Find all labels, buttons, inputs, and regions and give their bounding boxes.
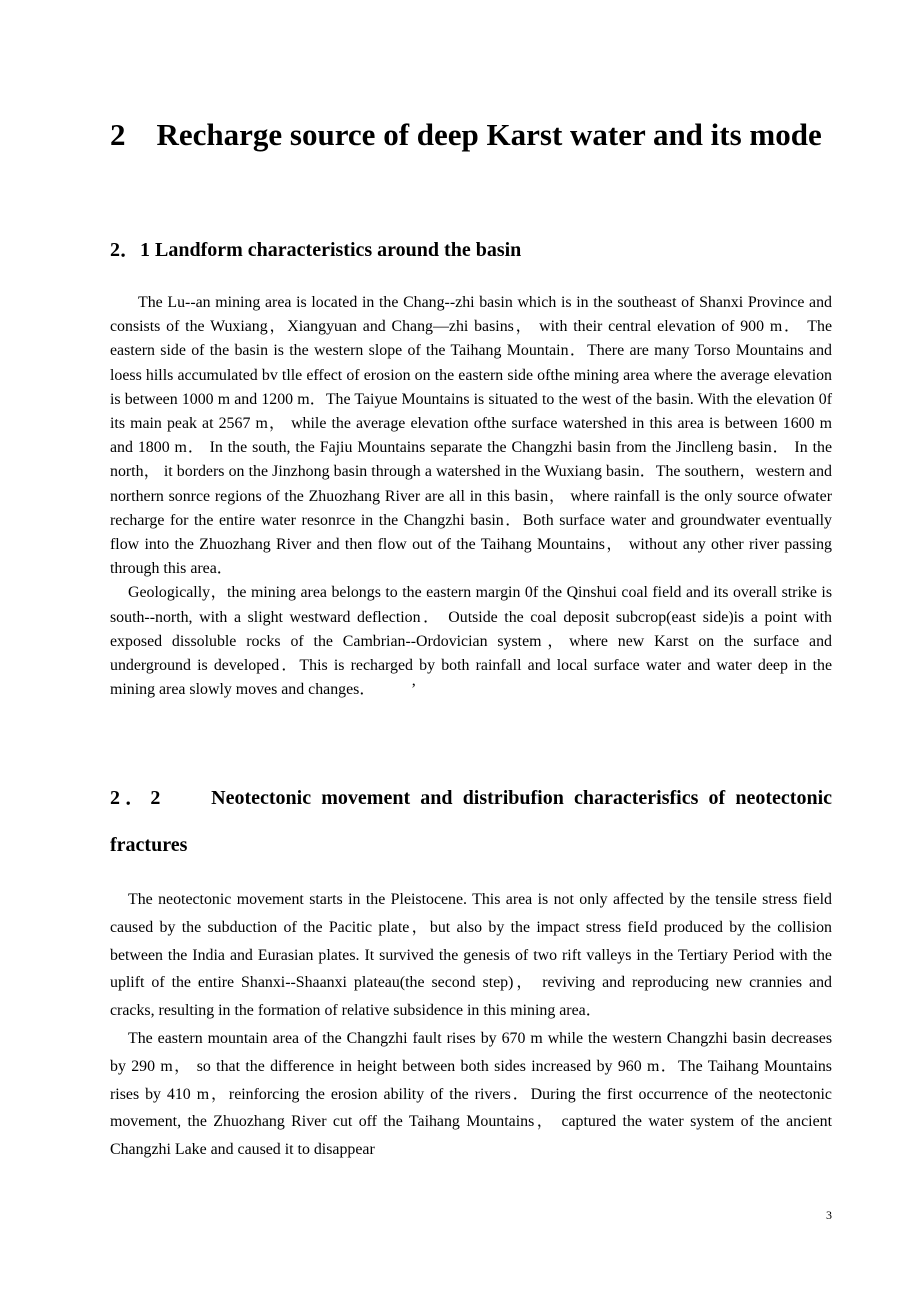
section-heading-2-1: 2．1 Landform characteristics around the basin <box>110 239 522 261</box>
paragraph: Geologically，the mining area belongs to the eastern margin 0f the Qinshui coal field and its overall strike is south--north, with a slight westward deflection． Outside the coal deposit subcrop(east side)is a point with exposed dissoluble rocks of the Cambrian--Ordovician system，where new Karst on the surface and underground is developed．This is recharged by both rainfall and local surface water and water deep in the mining area slowly moves and changes． ’ <box>110 584 832 699</box>
section-body-2-2 <box>110 886 832 1164</box>
paragraph: The Lu--an mining area is located in the Chang--zhi basin which is in the southeast of Shanxi Province and consists of the Wuxiang，Xiangyuan and Chang—zhi basins， with their central elevation of 900 m． The eastern side of the basin is the western slope of the Taihang Mountain．There are many Torso Mountains and loess hills accumulated bv tlle effect of erosion on the eastern side ofthe mining area where the average elevation is between 1000 m and 1200 m．The Taiyue Mountains is situated to the west of the basin. With the elevation 0f its main peak at 2567 m， while the average elevation ofthe surface watershed in this area is between 1600 m and 1800 m． In the south, the Fajiu Mountains separate the Changzhi basin from the Jinclleng basin． In the north， it borders on the Jinzhong basin through a watershed in the Wuxiang basin．The southern，western and northern sonrce regions of the Zhuozhang River are all in this basin， where rainfall is the only source ofwater recharge for the entire water resonrce in the Changzhi basin．Both surface water and groundwater eventually flow into the Zhuozhang River and then flow out of the Taihang Mountains， without any other river passing through this area． <box>110 294 832 578</box>
paragraph: The eastern mountain area of the Changzhi fault rises by 670 m while the western Changzhi basin decreases by 290 m， so that the difference in height between both sides increased by 960 m．The Taihang Mountains rises by 410 m，reinforcing the erosion ability of the rivers．During the first occurrence of the neotectonic movement, the Zhuozhang River cut off the Taihang Mountains， captured the water system of the ancient Changzhi Lake and caused it to disappear <box>110 1029 832 1159</box>
page-number: 3 <box>826 1208 832 1222</box>
section-body-2-1 <box>110 291 832 702</box>
section-heading-2-2: 2．2 Neotectonic movement and distribufion characterisfics of neotectonic fractures <box>110 787 832 856</box>
main-heading: 2 Recharge source of deep Karst water and its mode <box>110 117 822 152</box>
paragraph: The neotectonic movement starts in the Pleistocene. This area is not only affected by the tensile stress field caused by the subduction of the Pacitic plate，but also by the impact stress fieId produced by the collision between the India and Eurasian plates. It survived the genesis of two rift valleys in the Tertiary Period with the uplift of the entire Shanxi--Shaanxi plateau(the second step)， reviving and reproducing new crannies and cracks, resulting in the formation of relative subsidence in this mining area． <box>110 891 832 1020</box>
